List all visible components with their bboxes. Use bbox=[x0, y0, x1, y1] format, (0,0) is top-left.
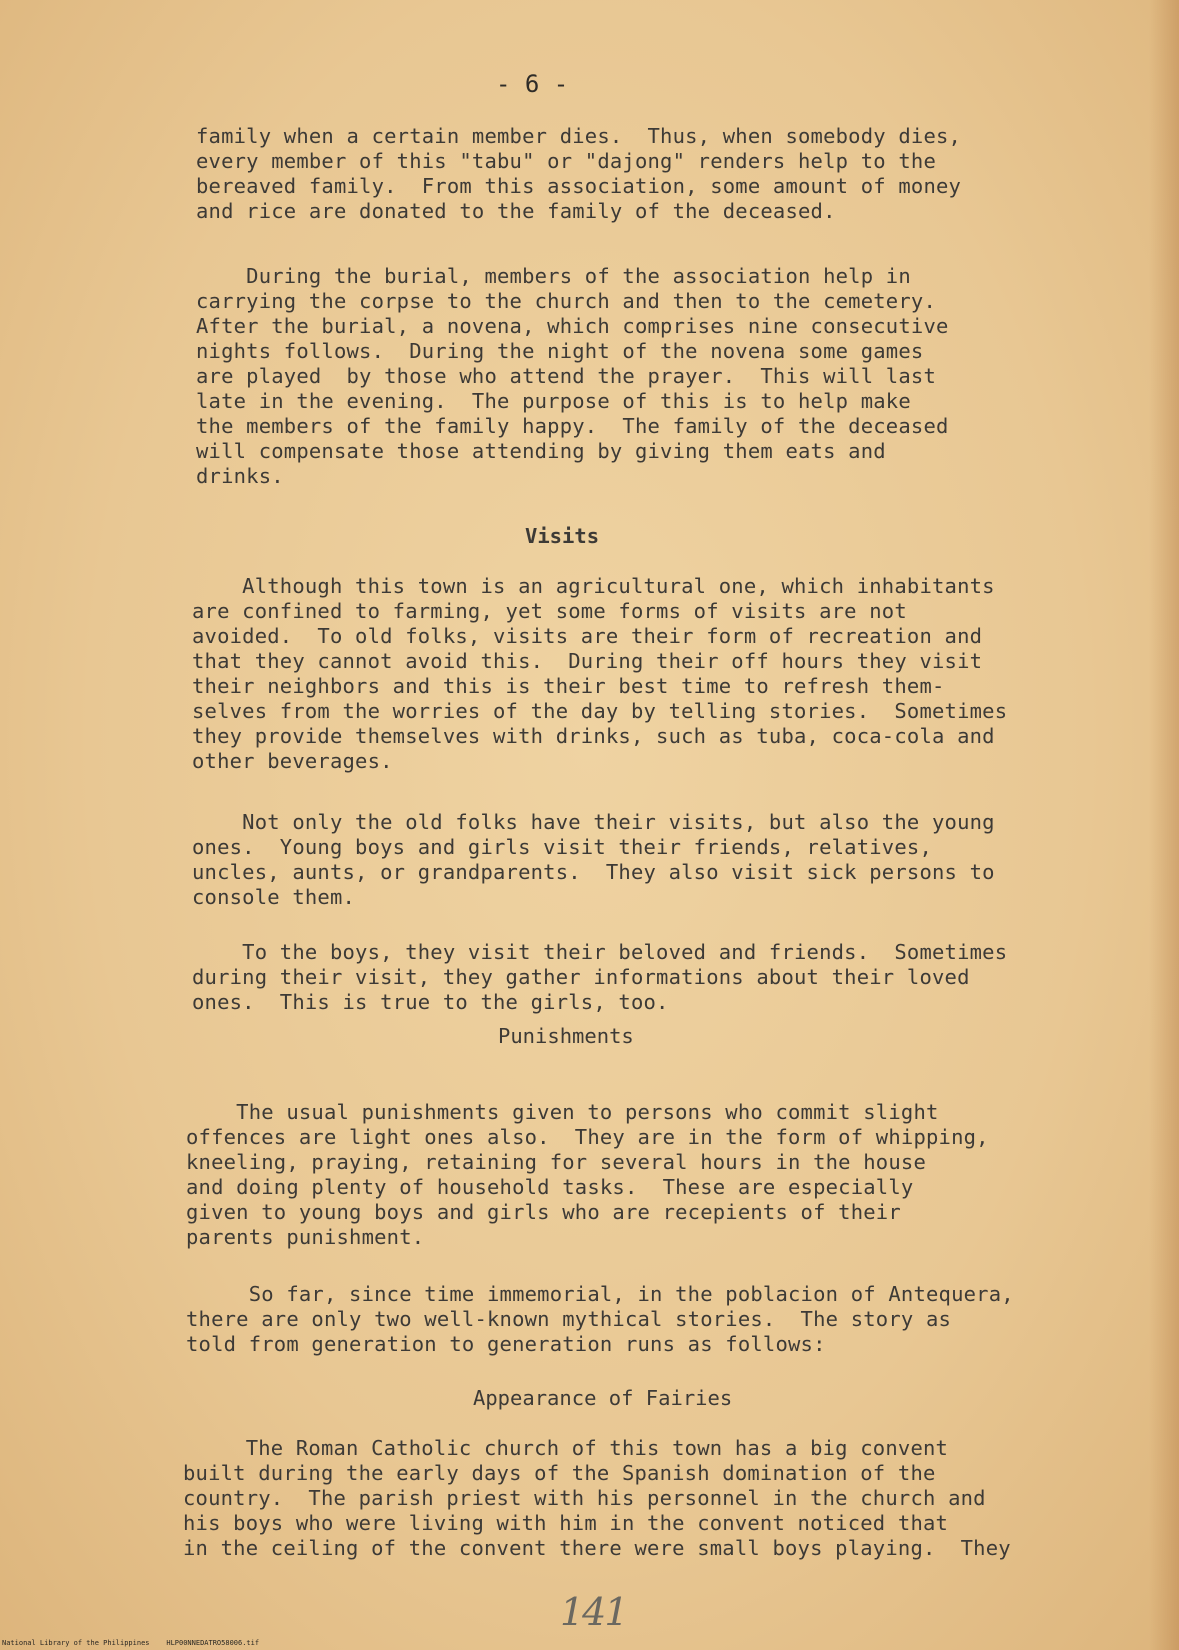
heading-punishments: Punishments bbox=[498, 1024, 634, 1048]
paragraph-mythical-stories: So far, since time immemorial, in the poblacion of Antequera, there are only two well-known mythical stories. The story as told from generation to generation runs as follows: bbox=[186, 1282, 1014, 1356]
scan-footer: National Library of the Philippines HLP00NNEDATRO58006.tif bbox=[2, 1639, 260, 1647]
paragraph-punishments: The usual punishments given to persons who commit slight offences are light ones also. They are in the form of whipping, kneeling, praying, retaining for several hours in the house and doing plenty of household tasks. These are especially given to young boys and girls who are recepients of their parents punishment. bbox=[186, 1100, 989, 1249]
paragraph-family-association: family when a certain member dies. Thus, when somebody dies, every member of this "tabu" or "dajong" renders help to the bereaved family. From this association, some amount of money and rice are donated to the family of the deceased. bbox=[196, 124, 962, 223]
page-edge-shadow bbox=[1149, 0, 1179, 1650]
page-number: - 6 - bbox=[496, 70, 569, 98]
paragraph-visits-boys: To the boys, they visit their beloved and friends. Sometimes during their visit, they gather informations about their loved ones. This is true to the girls, too. bbox=[192, 940, 1008, 1014]
handwritten-folio-number: 141 bbox=[560, 1590, 627, 1634]
paragraph-convent: The Roman Catholic church of this town has a big convent built during the early days of the Spanish domination of the country. The parish priest with his personnel in the church and his boys who were living with him in the convent noticed that in the ceiling of the convent there were small boys playing. They bbox=[183, 1436, 1011, 1560]
paragraph-visits-old-folks: Although this town is an agricultural one, which inhabitants are confined to farming, yet some forms of visits are not avoided. To old folks, visits are their form of recreation and that they cannot avoid this. During their off hours they visit their neighbors and this is their best time to refresh them- selves from the worries of the day by telling stories. Sometimes they provide themselves with drinks, such as tuba, coca-cola and other beverages. bbox=[192, 574, 1008, 773]
heading-appearance-of-fairies: Appearance of Fairies bbox=[473, 1386, 733, 1410]
paragraph-burial: During the burial, members of the association help in carrying the corpse to the church and then to the cemetery. After the burial, a novena, which comprises nine consecutive nights follows. During the night of the novena some games are played by those who attend the prayer. This will last late in the evening. The purpose of this is to help make the members of the family happy. The family of the deceased will compensate those attending by giving them eats and drinks. bbox=[196, 264, 949, 488]
heading-visits: Visits bbox=[525, 524, 600, 548]
paragraph-visits-young: Not only the old folks have their visits, but also the young ones. Young boys and girls visit their friends, relatives, uncles, aunts, or grandparents. They also visit sick persons to console them. bbox=[192, 810, 995, 909]
